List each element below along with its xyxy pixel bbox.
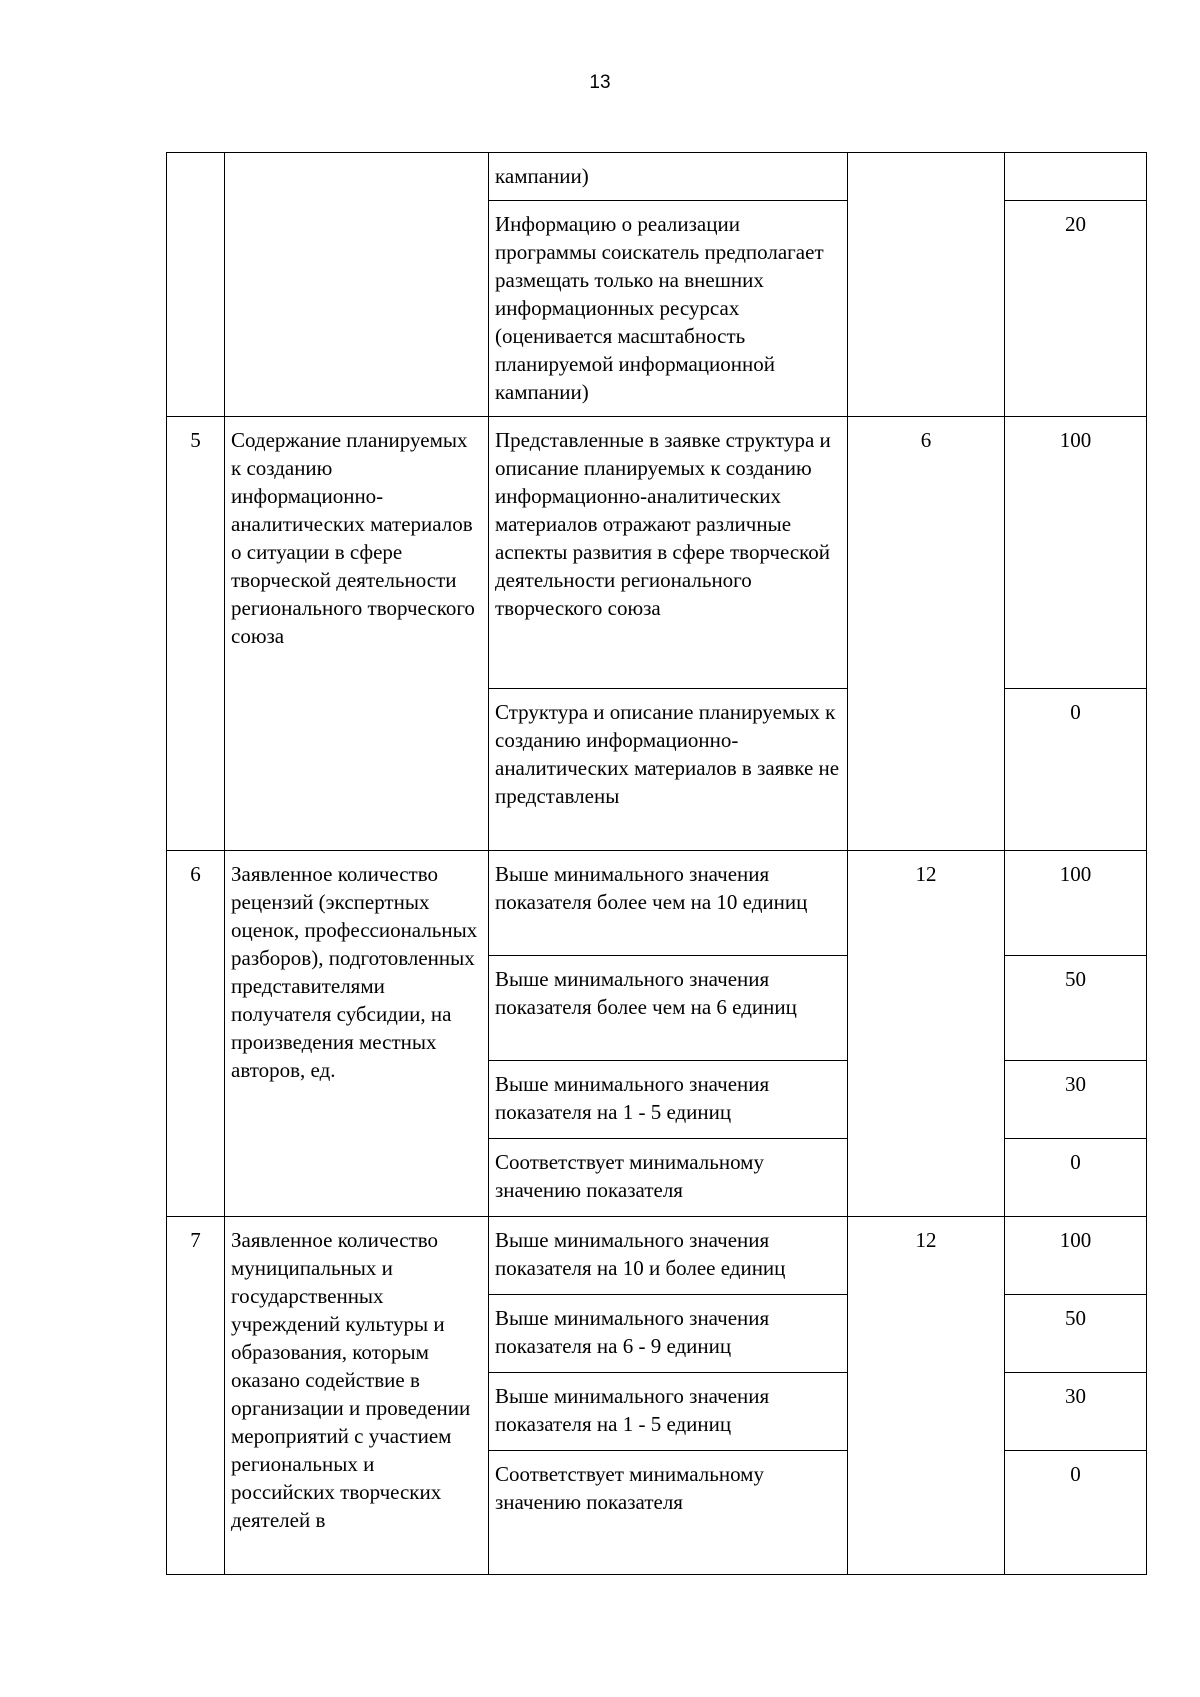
level-score: 100 — [1005, 851, 1147, 956]
level-score: 30 — [1005, 1373, 1147, 1451]
level-description: Соответствует минимальному значению показателя — [489, 1139, 848, 1217]
level-description: Выше минимального значения показателя на 1 - 5 единиц — [489, 1373, 848, 1451]
criterion-name: Заявленное количество рецензий (экспертных оценок, профессиональных разборов), подготовленных представителями получателя субсидии, на произведения местных авторов, ед. — [225, 851, 489, 1217]
criteria-table — [166, 152, 1147, 1575]
level-description: Структура и описание планируемых к созданию информационно-аналитических материалов в заявке не представлены — [489, 689, 848, 851]
level-description: Выше минимального значения показателя на 1 - 5 единиц — [489, 1061, 848, 1139]
criterion-weight: 6 — [848, 417, 1005, 851]
level-score: 100 — [1005, 417, 1147, 689]
criterion-weight: 12 — [848, 851, 1005, 1217]
level-description: Представленные в заявке структура и описание планируемых к созданию информационно-аналитических материалов отражают различные аспекты развития в сфере творческой деятельности регионального творческого союза — [489, 417, 848, 689]
criterion-number-cell — [167, 153, 225, 417]
level-score: 30 — [1005, 1061, 1147, 1139]
level-description: Информацию о реализации программы соискатель предполагает размещать только на внешних информационных ресурсах (оценивается масштабность планируемой информационной кампании) — [489, 201, 848, 417]
level-score: 50 — [1005, 956, 1147, 1061]
level-description: Выше минимального значения показателя более чем на 6 единиц — [489, 956, 848, 1061]
level-score: 100 — [1005, 1217, 1147, 1295]
level-score: 0 — [1005, 1139, 1147, 1217]
criterion-name-cell — [225, 153, 489, 417]
criterion-number: 5 — [167, 417, 225, 851]
criterion-name: Заявленное количество муниципальных и государственных учреждений культуры и образования, которым оказано содействие в организации и проведении мероприятий с участием региональных и российских творческих деятелей в — [225, 1217, 489, 1575]
criterion-number: 6 — [167, 851, 225, 1217]
criterion-name: Содержание планируемых к созданию информационно-аналитических материалов о ситуации в сфере творческой деятельности регионального творческого союза — [225, 417, 489, 851]
level-description: Выше минимального значения показателя на 6 - 9 единиц — [489, 1295, 848, 1373]
table-row — [167, 1217, 1147, 1295]
criterion-number: 7 — [167, 1217, 225, 1575]
criterion-weight-cell — [848, 153, 1005, 417]
level-description: Выше минимального значения показателя на 10 и более единиц — [489, 1217, 848, 1295]
level-description: кампании) — [489, 153, 848, 201]
level-score: 0 — [1005, 689, 1147, 851]
criterion-weight: 12 — [848, 1217, 1005, 1575]
level-score: 0 — [1005, 1451, 1147, 1575]
table-row — [167, 153, 1147, 201]
page-number: 13 — [589, 72, 611, 93]
table-row — [167, 851, 1147, 956]
level-score — [1005, 153, 1147, 201]
table-row — [167, 417, 1147, 689]
level-description: Выше минимального значения показателя более чем на 10 единиц — [489, 851, 848, 956]
level-score: 20 — [1005, 201, 1147, 417]
level-description: Соответствует минимальному значению показателя — [489, 1451, 848, 1575]
level-score: 50 — [1005, 1295, 1147, 1373]
